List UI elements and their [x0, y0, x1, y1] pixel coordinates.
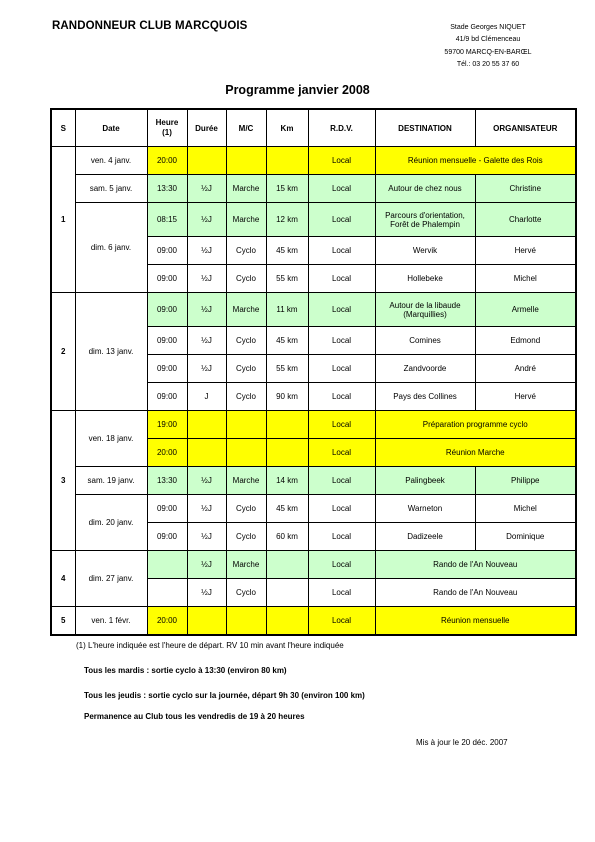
time-cell: 20:00 — [147, 439, 187, 467]
time-cell — [147, 551, 187, 579]
duration-cell: ½J — [187, 203, 226, 237]
time-cell: 20:00 — [147, 147, 187, 175]
destination-cell: Warneton — [375, 495, 475, 523]
organizer-cell: Charlotte — [475, 203, 576, 237]
activity-type-cell: Marche — [226, 467, 266, 495]
club-name: RANDONNEUR CLUB MARCQUOIS — [52, 20, 248, 32]
table-header-row — [51, 109, 576, 147]
duration-cell: ½J — [187, 467, 226, 495]
organizer-cell: Philippe — [475, 467, 576, 495]
distance-cell: 90 km — [266, 383, 308, 411]
activity-type-cell: Cyclo — [226, 523, 266, 551]
header-heure: Heure (1) — [147, 109, 187, 147]
date-cell: dim. 6 janv. — [75, 203, 147, 293]
date-cell: dim. 13 janv. — [75, 293, 147, 411]
distance-cell — [266, 411, 308, 439]
meeting-point-cell: Local — [308, 383, 375, 411]
table-row — [51, 607, 576, 635]
duration-cell: ½J — [187, 293, 226, 327]
time-cell: 13:30 — [147, 467, 187, 495]
page-title: Programme janvier 2008 — [225, 83, 370, 97]
table-row — [51, 203, 576, 237]
activity-type-cell: Cyclo — [226, 495, 266, 523]
time-cell: 09:00 — [147, 495, 187, 523]
meeting-point-cell: Local — [308, 439, 375, 467]
destination-cell: Hollebeke — [375, 265, 475, 293]
time-cell: 09:00 — [147, 293, 187, 327]
distance-cell — [266, 579, 308, 607]
table-row — [51, 495, 576, 523]
address-line: Stade Georges NIQUET — [450, 24, 526, 31]
club-address — [413, 22, 563, 71]
distance-cell: 55 km — [266, 265, 308, 293]
meeting-point-cell: Local — [308, 551, 375, 579]
distance-cell: 45 km — [266, 327, 308, 355]
meeting-point-cell: Local — [308, 175, 375, 203]
activity-type-cell — [226, 147, 266, 175]
event-cell: Préparation programme cyclo — [375, 411, 576, 439]
duration-cell — [187, 147, 226, 175]
duration-cell: J — [187, 383, 226, 411]
activity-type-cell: Cyclo — [226, 237, 266, 265]
destination-cell: Comines — [375, 327, 475, 355]
info-tuesday: Tous les mardis : sortie cyclo à 13:30 (environ 80 km) — [84, 666, 287, 675]
date-cell: sam. 19 janv. — [75, 467, 147, 495]
duration-cell: ½J — [187, 175, 226, 203]
footnote: (1) L'heure indiquée est l'heure de départ. RV 10 min avant l'heure indiquée — [76, 641, 344, 650]
time-cell: 09:00 — [147, 355, 187, 383]
time-cell: 09:00 — [147, 383, 187, 411]
time-cell: 08:15 — [147, 203, 187, 237]
header-duree: Durée — [187, 109, 226, 147]
header-organisateur: ORGANISATEUR — [475, 109, 576, 147]
address-line: 59700 MARCQ-EN-BARŒL — [444, 48, 532, 56]
meeting-point-cell: Local — [308, 607, 375, 635]
table-body — [51, 147, 576, 635]
meeting-point-cell: Local — [308, 237, 375, 265]
distance-cell — [266, 607, 308, 635]
meeting-point-cell: Local — [308, 411, 375, 439]
meeting-point-cell: Local — [308, 523, 375, 551]
duration-cell: ½J — [187, 237, 226, 265]
distance-cell — [266, 439, 308, 467]
meeting-point-cell: Local — [308, 467, 375, 495]
duration-cell: ½J — [187, 355, 226, 383]
duration-cell — [187, 439, 226, 467]
activity-type-cell — [226, 607, 266, 635]
organizer-cell: Edmond — [475, 327, 576, 355]
header-date: Date — [75, 109, 147, 147]
week-number: 4 — [51, 551, 75, 607]
event-cell: Rando de l'An Nouveau — [375, 579, 576, 607]
program-table — [50, 108, 577, 636]
destination-cell: Wervik — [375, 237, 475, 265]
activity-type-cell: Marche — [226, 203, 266, 237]
header-mc: M/C — [226, 109, 266, 147]
distance-cell: 45 km — [266, 237, 308, 265]
time-cell — [147, 579, 187, 607]
meeting-point-cell: Local — [308, 293, 375, 327]
time-cell: 09:00 — [147, 237, 187, 265]
header-s: S — [51, 109, 75, 147]
duration-cell: ½J — [187, 579, 226, 607]
duration-cell: ½J — [187, 551, 226, 579]
activity-type-cell: Cyclo — [226, 265, 266, 293]
organizer-cell: Michel — [475, 495, 576, 523]
activity-type-cell — [226, 439, 266, 467]
table-row — [51, 293, 576, 327]
meeting-point-cell: Local — [308, 579, 375, 607]
header-rdv: R.D.V. — [308, 109, 375, 147]
activity-type-cell: Marche — [226, 293, 266, 327]
week-number: 3 — [51, 411, 75, 551]
info-thursday: Tous les jeudis : sortie cyclo sur la journée, départ 9h 30 (environ 100 km) — [84, 691, 365, 700]
address-line: Tél.: 03 20 55 37 60 — [456, 60, 520, 68]
meeting-point-cell: Local — [308, 327, 375, 355]
update-date: Mis à jour le 20 déc. 2007 — [416, 738, 508, 747]
organizer-cell: Michel — [475, 265, 576, 293]
header-destination: DESTINATION — [375, 109, 475, 147]
event-cell: Réunion Marche — [375, 439, 576, 467]
destination-cell: Zandvoorde — [375, 355, 475, 383]
distance-cell: 60 km — [266, 523, 308, 551]
meeting-point-cell: Local — [308, 147, 375, 175]
activity-type-cell: Cyclo — [226, 327, 266, 355]
time-cell: 13:30 — [147, 175, 187, 203]
time-cell: 09:00 — [147, 327, 187, 355]
destination-cell: Dadizeele — [375, 523, 475, 551]
duration-cell — [187, 607, 226, 635]
meeting-point-cell: Local — [308, 203, 375, 237]
table-row — [51, 411, 576, 439]
destination-cell: Autour de la libaude (Marquillies) — [375, 293, 475, 327]
table-row — [51, 175, 576, 203]
date-cell: ven. 1 févr. — [75, 607, 147, 635]
event-cell: Réunion mensuelle — [375, 607, 576, 635]
duration-cell: ½J — [187, 523, 226, 551]
date-cell: ven. 4 janv. — [75, 147, 147, 175]
event-cell: Rando de l'An Nouveau — [375, 551, 576, 579]
week-number: 1 — [51, 147, 75, 293]
distance-cell: 12 km — [266, 203, 308, 237]
activity-type-cell: Cyclo — [226, 355, 266, 383]
destination-cell: Palingbeek — [375, 467, 475, 495]
duration-cell: ½J — [187, 495, 226, 523]
organizer-cell: Hervé — [475, 383, 576, 411]
event-cell: Réunion mensuelle - Galette des Rois — [375, 147, 576, 175]
activity-type-cell: Marche — [226, 551, 266, 579]
activity-type-cell: Marche — [226, 175, 266, 203]
organizer-cell: Armelle — [475, 293, 576, 327]
time-cell: 20:00 — [147, 607, 187, 635]
organizer-cell: Christine — [475, 175, 576, 203]
organizer-cell: Hervé — [475, 237, 576, 265]
week-number: 5 — [51, 607, 75, 635]
distance-cell: 11 km — [266, 293, 308, 327]
destination-cell: Parcours d'orientation, Forêt de Phalempin — [375, 203, 475, 237]
distance-cell: 15 km — [266, 175, 308, 203]
distance-cell: 14 km — [266, 467, 308, 495]
duration-cell — [187, 411, 226, 439]
info-permanence: Permanence au Club tous les vendredis de 19 à 20 heures — [84, 712, 305, 721]
activity-type-cell: Cyclo — [226, 383, 266, 411]
distance-cell: 45 km — [266, 495, 308, 523]
duration-cell: ½J — [187, 327, 226, 355]
address-line: 41/9 bd Clémenceau — [455, 36, 521, 44]
table-row — [51, 467, 576, 495]
destination-cell: Autour de chez nous — [375, 175, 475, 203]
destination-cell: Pays des Collines — [375, 383, 475, 411]
duration-cell: ½J — [187, 265, 226, 293]
meeting-point-cell: Local — [308, 495, 375, 523]
meeting-point-cell: Local — [308, 265, 375, 293]
organizer-cell: André — [475, 355, 576, 383]
time-cell: 09:00 — [147, 523, 187, 551]
distance-cell — [266, 147, 308, 175]
activity-type-cell — [226, 411, 266, 439]
header-km: Km — [266, 109, 308, 147]
meeting-point-cell: Local — [308, 355, 375, 383]
date-cell: dim. 27 janv. — [75, 551, 147, 607]
date-cell: dim. 20 janv. — [75, 495, 147, 551]
table-row — [51, 147, 576, 175]
activity-type-cell: Cyclo — [226, 579, 266, 607]
time-cell: 09:00 — [147, 265, 187, 293]
distance-cell: 55 km — [266, 355, 308, 383]
date-cell: ven. 18 janv. — [75, 411, 147, 467]
distance-cell — [266, 551, 308, 579]
date-cell: sam. 5 janv. — [75, 175, 147, 203]
table-row — [51, 551, 576, 579]
organizer-cell: Dominique — [475, 523, 576, 551]
time-cell: 19:00 — [147, 411, 187, 439]
week-number: 2 — [51, 293, 75, 411]
